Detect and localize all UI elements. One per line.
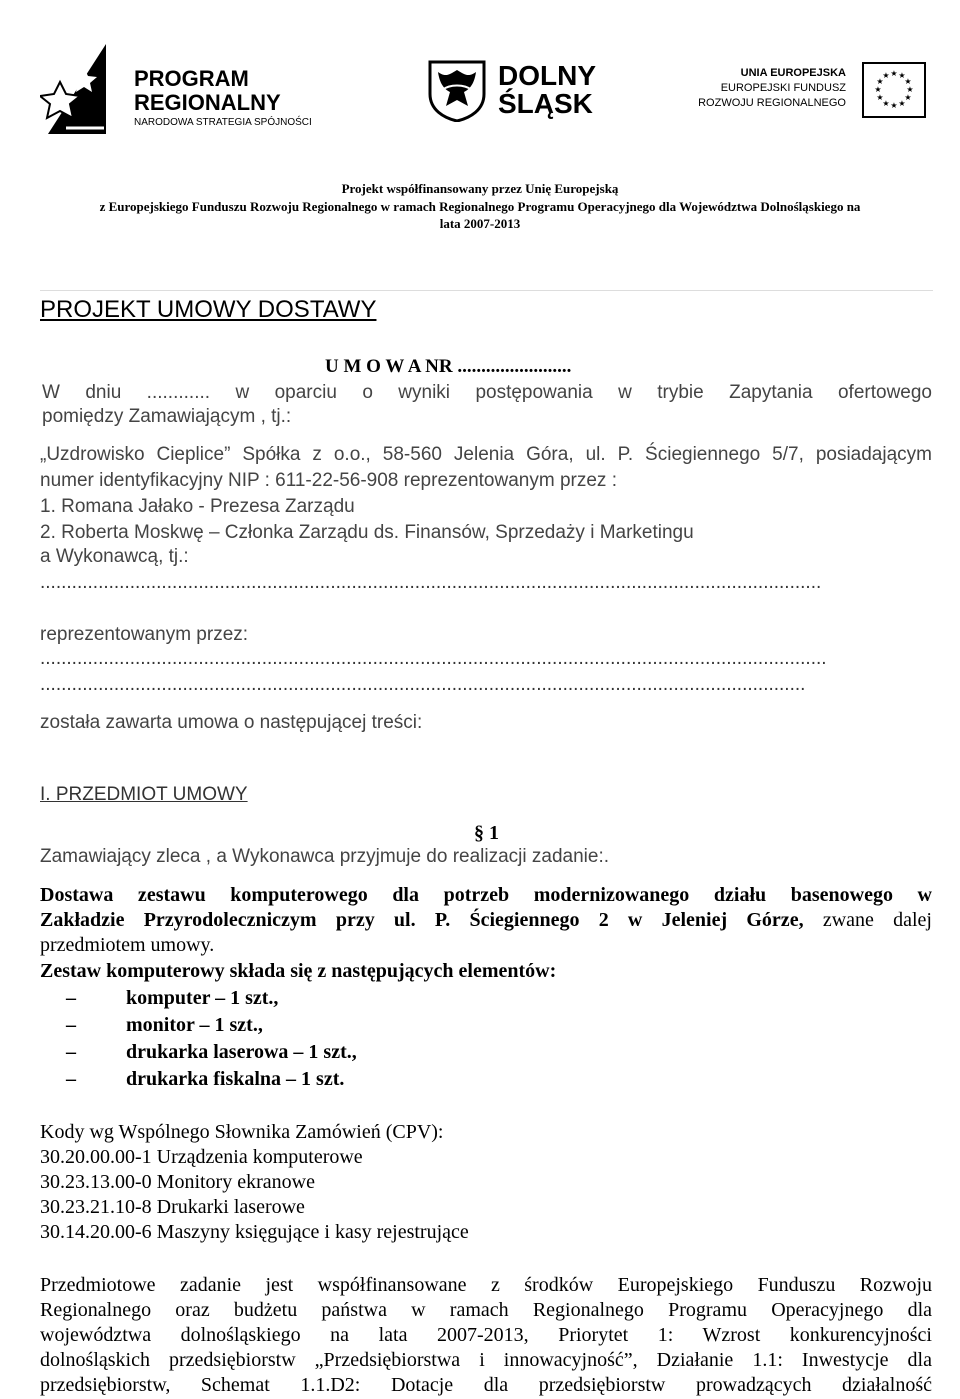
svg-text:★: ★: [904, 77, 912, 86]
intro-line-4: numer identyfikacyjny NIP : 611-22-56-908 reprezentowanym przez :: [40, 470, 617, 491]
cpv-code: 30.23.21.10-8 Drukarki laserowe: [40, 1196, 305, 1218]
svg-text:★: ★: [876, 77, 884, 86]
subject-line-3: przedmiotem umowy.: [40, 934, 215, 956]
intro-line-3: „Uzdrowisko Cieplice” Spółka z o.o., 58-560 Jelenia Góra, ul. P. Ściegiennego 5/7, posiadającym: [40, 444, 932, 465]
list-item-text: komputer – 1 szt.,: [126, 987, 279, 1009]
logo-line-regionalny: REGIONALNY: [134, 90, 281, 115]
cpv-code: 30.20.00.00-1 Urządzenia komputerowe: [40, 1146, 363, 1168]
eu-line-1: UNIA EUROPEJSKA: [740, 67, 846, 79]
intro-line-6: 2. Roberta Moskwę – Członka Zarządu ds. Finansów, Sprzedaży i Marketingu: [40, 522, 694, 543]
contractor-dots-3: .................................................................................................................................................: [40, 674, 806, 695]
cpv-code: 30.14.20.00-6 Maszyny księgujące i kasy rejestrujące: [40, 1221, 469, 1243]
dash-icon: –: [66, 987, 76, 1009]
list-item: [66, 1068, 344, 1091]
svg-text:★: ★: [898, 71, 906, 80]
set-heading: Zestaw komputerowy składa się z następujących elementów:: [40, 960, 557, 982]
eu-line-3: ROZWOJU REGIONALNEGO: [698, 97, 846, 109]
header-divider: [40, 290, 933, 291]
represented-by: reprezentowanym przez:: [40, 624, 249, 645]
dash-icon: –: [66, 1041, 76, 1063]
cpv-code: 30.23.13.00-0 Monitory ekranowe: [40, 1171, 315, 1193]
svg-text:★: ★: [898, 99, 906, 108]
cofinancing-line-3: lata 2007-2013: [439, 216, 521, 231]
logo-line-program: PROGRAM: [134, 66, 249, 91]
dolny-slask-logo: [428, 58, 628, 128]
contract-concluded: została zawarta umowa o następującej treści:: [40, 712, 423, 733]
contractor-dots-2: .....................................................................................................................................................: [40, 648, 827, 669]
paragraph-number: 1: [489, 822, 499, 844]
contract-number: U M O W A NR ........................: [325, 356, 572, 377]
eu-logo: [690, 62, 930, 124]
paragraph-mark: § 1: [474, 822, 499, 844]
section-heading: I. PRZEDMIOT UMOWY: [40, 784, 248, 805]
logo-line-dolny: DOLNY: [498, 60, 596, 91]
list-item-text: drukarka fiskalna – 1 szt.: [126, 1068, 345, 1090]
list-item-text: monitor – 1 szt.,: [126, 1014, 263, 1036]
list-item: [66, 987, 278, 1010]
list-item: [66, 1014, 263, 1037]
intro-line-5: 1. Romana Jałako - Prezesa Zarządu: [40, 496, 355, 517]
funding-line-3: województwa dolnośląskiego na lata 2007-2013, Priorytet 1: Wzrost konkurencyjności: [40, 1324, 932, 1346]
subject-line-2-bold: Zakładzie Przyrodoleczniczym przy ul. P. Ściegiennego 2 w Jeleniej Górze,: [40, 909, 804, 931]
svg-text:★: ★: [882, 99, 890, 108]
svg-text:★: ★: [890, 101, 898, 110]
svg-text:★: ★: [882, 71, 890, 80]
subject-line-2: [40, 909, 932, 932]
list-item-text: drukarka laserowa – 1 szt.,: [126, 1041, 357, 1063]
eagle-coat-of-arms-icon: [428, 60, 486, 122]
logo-line-slask: ŚLĄSK: [498, 88, 593, 119]
svg-text:★: ★: [904, 93, 912, 102]
subject-line-1: Dostawa zestawu komputerowego dla potrzeb modernizowanego działu basenowego w: [40, 884, 932, 906]
cofinancing-line-1: Projekt współfinansowany przez Unię Europejską: [341, 181, 619, 196]
eu-line-2: EUROPEJSKI FUNDUSZ: [720, 82, 846, 94]
svg-text:★: ★: [876, 93, 884, 102]
logo-line-strategy: NARODOWA STRATEGIA SPÓJNOŚCI: [134, 117, 312, 128]
funding-line-4: dolnośląskich przedsiębiorstw „Przedsiębiorstwa i innowacyjność”, Działanie 1.1: Inwestycje dla: [40, 1349, 932, 1371]
document-title: PROJEKT UMOWY DOSTAWY: [40, 296, 377, 323]
svg-text:★: ★: [906, 85, 914, 94]
program-regionalny-logo: [40, 40, 360, 140]
order-line: Zamawiający zleca , a Wykonawca przyjmuje do realizacji zadanie:.: [40, 846, 610, 867]
list-item: [66, 1041, 357, 1064]
dash-icon: –: [66, 1014, 76, 1036]
dash-icon: –: [66, 1068, 76, 1090]
svg-text:★: ★: [874, 85, 882, 94]
intro-line-1: W dniu ............ w oparciu o wyniki postępowania w trybie Zapytania ofertowego: [42, 382, 932, 403]
intro-line-2: pomiędzy Zamawiającym , tj.:: [42, 406, 292, 427]
funding-line-2: Regionalnego oraz budżetu państwa w ramach Regionalnego Programu Operacyjnego dla: [40, 1299, 932, 1321]
intro-line-7: a Wykonawcą, tj.:: [40, 546, 189, 567]
svg-text:★: ★: [890, 69, 898, 78]
eu-flag-icon: [862, 62, 926, 118]
funding-line-1: Przedmiotowe zadanie jest współfinansowane z środków Europejskiego Funduszu Rozwoju: [40, 1274, 932, 1296]
cpv-heading: Kody wg Wspólnego Słownika Zamówień (CPV):: [40, 1121, 444, 1143]
funding-line-5: przedsiębiorstw, Schemat 1.1.D2: Dotacje dla przedsiębiorstw prowadzących działalność: [40, 1374, 932, 1396]
cofinancing-line-2: z Europejskiego Funduszu Rozwoju Regionalnego w ramach Regionalnego Programu Operacyjnego dla Województwa Dolnośląskiego na: [99, 199, 861, 214]
contractor-dots-1: ....................................................................................................................................................: [40, 572, 822, 593]
subject-line-2-rest: zwane dalej: [803, 909, 932, 931]
